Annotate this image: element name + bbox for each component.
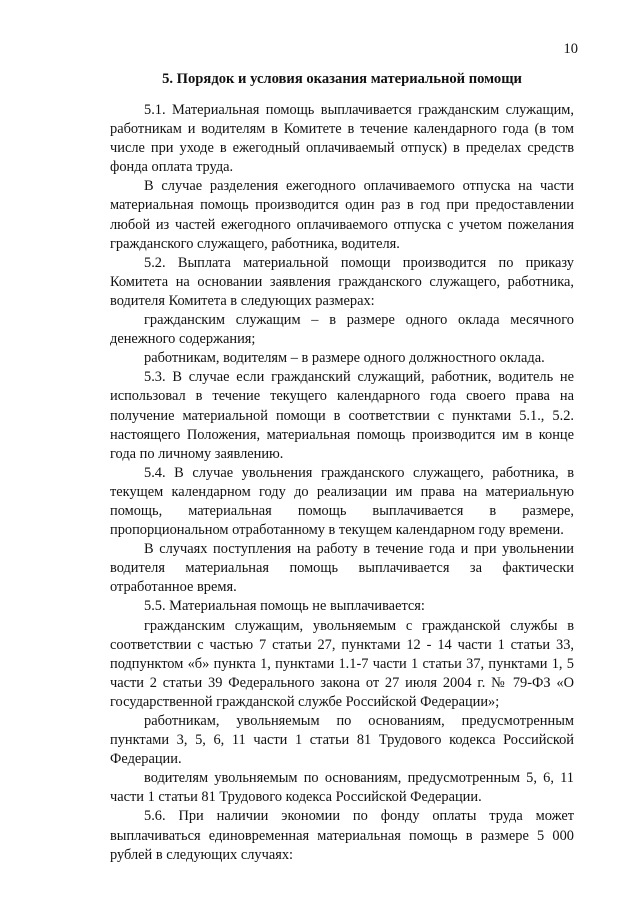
paragraph-civil-servants-exclusion: гражданским служащим, увольняемым с гражданской службы в соответствии с частью 7 статьи 27, пунктами 12 - 14 части 1 статьи 33, подпунктом «б» пункта 1, пунктами 1.1-7 части 1 статьи 37, пунктами 1, 5 части 2 статьи 39 Федерального закона от 27 июля 2004 г. № 79-ФЗ «О государственной гражданской службе Российской Федерации»; — [110, 617, 574, 710]
paragraph-workers-exclusion: работникам, увольняемым по основаниям, предусмотренным пунктами 3, 5, 6, 11 части 1 статьи 81 Трудового кодекса Российской Федерации. — [110, 713, 574, 768]
paragraph-5-2: 5.2. Выплата материальной помощи производится по приказу Комитета на основании заявления гражданского служащего, работника, водителя Комитета в следующих размерах: — [110, 254, 574, 309]
paragraph-workers-amount: работникам, водителям – в размере одного должностного оклада. — [144, 350, 545, 367]
section-heading: 5. Порядок и условия оказания материальной помощи — [162, 71, 522, 87]
paragraph-5-3: 5.3. В случае если гражданский служащий, работник, водитель не использовал в течение текущего календарного года своего права на получение материальной помощи в соответствии с пунктами 5.1., 5.2. настоящего Положения, материальная помощь производится им в конце года по личному заявлению. — [110, 369, 574, 462]
document-body — [110, 70, 574, 865]
paragraph-5-6: 5.6. При наличии экономии по фонду оплаты труда может выплачиваться единовременная материальная помощь в размере 5 000 рублей в следующих случаях: — [110, 808, 574, 863]
page-number: 10 — [563, 41, 578, 57]
paragraph-drivers-exclusion: водителям увольняемым по основаниям, предусмотренным 5, 6, 11 части 1 статьи 81 Трудового кодекса Российской Федерации. — [110, 770, 574, 806]
paragraph-vacation-split: В случае разделения ежегодного оплачиваемого отпуска на части материальная помощь производится один раз в год при предоставлении любой из частей ежегодного оплачиваемого отпуска с учетом пожелания гражданского служащего, работника, водителя. — [110, 178, 574, 252]
paragraph-hiring-dismissal: В случаях поступления на работу в течение года и при увольнении водителя материальная помощь выплачивается за фактически отработанное время. — [110, 541, 574, 596]
paragraph-5-5: 5.5. Материальная помощь не выплачивается: — [144, 598, 425, 615]
paragraph-civil-servants-amount: гражданским служащим – в размере одного оклада месячного денежного содержания; — [110, 312, 574, 348]
paragraph-5-4: 5.4. В случае увольнения гражданского служащего, работника, в текущем календарном году до реализации им права на материальную помощь, материальная помощь выплачивается в размере, пропорциональном отработанному в текущем календарном году времени. — [110, 464, 574, 539]
paragraph-5-1: 5.1. Материальная помощь выплачивается гражданским служащим, работникам и водителям в Комитете в течение календарного года (в том числе при уходе в ежегодный оплачиваемый отпуск) в пределах средств фонда оплата труда. — [110, 102, 574, 176]
